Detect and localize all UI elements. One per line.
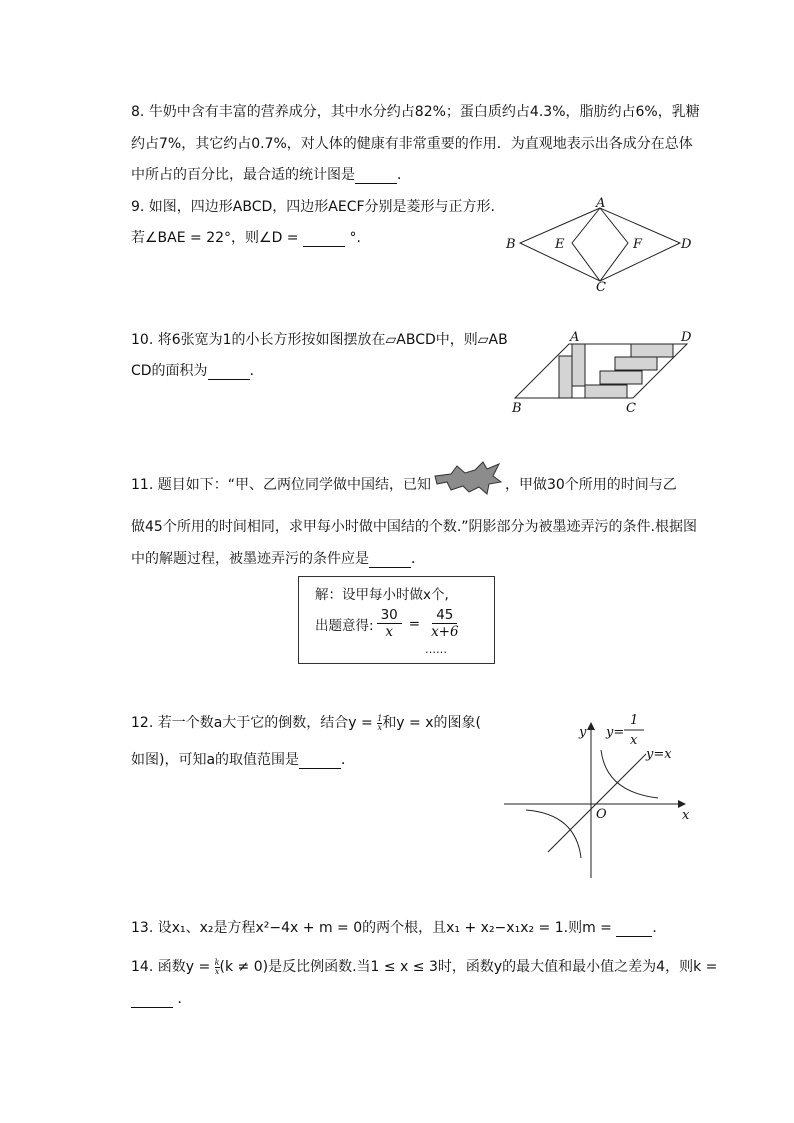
q11-fraction-right-num: 45 xyxy=(432,607,457,624)
q11-fraction-left-den: x xyxy=(385,624,393,640)
q10-rect-horizontal-4 xyxy=(585,385,627,398)
q12-line-y-equals-x xyxy=(548,754,646,852)
q12-hyperbola-label-num: 1 xyxy=(630,713,639,728)
q12-hyperbola-branch-2 xyxy=(526,810,581,858)
q8-line-2: 约占7%，其它约占0.7%，对人体的健康有非常重要的作用．为直观地表示出各成分在总体 xyxy=(131,136,693,152)
q12-y-axis-label: y xyxy=(579,725,587,740)
q11-answer-blank[interactable] xyxy=(369,553,411,568)
q9-line-2-text: 若∠BAE = 22°，则∠D = xyxy=(131,230,303,246)
q12-line-1-text: 12. 若一个数a大于它的倒数，结合y = xyxy=(131,715,378,731)
q12-x-axis-label: x xyxy=(682,808,690,823)
q8-line-1: 8. 牛奶中含有丰富的营养成分，其中水分约占82%；蛋白质约占4.3%，脂肪约占6%，乳糖 xyxy=(131,104,700,120)
q13-line-1-end: ． xyxy=(652,920,667,936)
q10-label-a: A xyxy=(570,330,580,345)
q11-line-3-end: ． xyxy=(411,551,425,567)
q10-line-1: 10. 将6张宽为1的小长方形按如图摆放在▱ABCD中，则▱AB xyxy=(131,332,508,348)
q11-solution-box xyxy=(298,576,495,664)
q11-line-3-text: 中的解题过程，被墨迹弄污的条件应是 xyxy=(131,551,369,567)
q11-fraction-left xyxy=(377,607,402,640)
q11-line-1-text: 11. 题目如下：“甲、乙两位同学做中国结，已知 xyxy=(131,477,431,493)
q12-inline-fraction-den: x xyxy=(377,722,383,732)
q8-answer-blank[interactable] xyxy=(355,169,397,184)
q9-line-2-end: °. xyxy=(345,230,361,246)
q11-solution-line-1: 解：设甲每小时做x个, xyxy=(315,587,449,603)
q8-line-3-end: ． xyxy=(397,167,411,183)
q9-label-c: C xyxy=(596,280,606,292)
q12-hyperbola-label-prefix: y= xyxy=(606,725,625,740)
q14-line-1 xyxy=(131,958,717,976)
q9-rhombus xyxy=(520,208,680,281)
q11-line-3 xyxy=(131,550,425,568)
q10-rect-horizontal-2 xyxy=(615,357,657,370)
ink-blot-icon xyxy=(433,460,503,498)
q14-inline-fraction-den: x xyxy=(214,966,220,976)
q9-label-e: E xyxy=(555,237,565,252)
q11-solution-ellipsis: …… xyxy=(425,643,447,656)
q13-line-1 xyxy=(131,919,666,937)
q10-line-2-end: ． xyxy=(249,363,264,379)
q12-hyperbola-label-den: x xyxy=(630,733,638,748)
q9-label-f: F xyxy=(633,237,643,252)
q11-fraction-right xyxy=(427,607,463,640)
q8-line-3-text: 中所占的百分比，最合适的统计图是 xyxy=(131,167,355,183)
q12-line-label: y=x xyxy=(646,747,672,762)
q9-label-b: B xyxy=(506,237,516,252)
q10-line-2-text: CD的面积为 xyxy=(131,363,208,379)
q9-label-d: D xyxy=(681,237,692,252)
q10-line-2 xyxy=(131,362,264,380)
q12-x-axis-arrow xyxy=(678,800,686,808)
q11-line-2: 做45个所用的时间相同，求甲每小时做中国结的个数.”阴影部分为被墨迹弄污的条件.根据图 xyxy=(131,519,697,535)
q10-answer-blank[interactable] xyxy=(208,365,250,380)
q11-line-1 xyxy=(131,472,677,498)
q10-parallelogram-figure xyxy=(505,328,705,416)
q9-square xyxy=(572,208,628,281)
q11-fraction-left-num: 30 xyxy=(377,607,402,624)
q12-line-2-text: 如图)，可知a的取值范围是 xyxy=(131,752,300,768)
q14-line-2-end: ． xyxy=(173,991,192,1007)
q8-line-3 xyxy=(131,166,411,184)
q14-line-2 xyxy=(131,990,191,1008)
q14-line-1-text: 14. 函数y = xyxy=(131,959,215,975)
q12-line-1 xyxy=(131,714,481,732)
q13-line-1-text: 13. 设x₁、x₂是方程x²−4x + m = 0的两个根，且x₁ + x₂−x₁x₂ = 1.则m = xyxy=(131,920,617,936)
q13-answer-blank[interactable] xyxy=(616,922,652,937)
q12-y-axis-arrow xyxy=(587,722,595,730)
q10-rect-horizontal-3 xyxy=(600,371,642,384)
q10-rect-horizontal-1 xyxy=(631,344,673,357)
q9-line-1: 9. 如图，四边形ABCD，四边形AECF分别是菱形与正方形. xyxy=(131,199,495,215)
q12-origin-label: O xyxy=(596,807,607,822)
q10-label-c: C xyxy=(626,401,636,416)
q9-rhombus-figure xyxy=(500,196,700,292)
q14-answer-blank[interactable] xyxy=(131,993,173,1008)
q10-rect-vertical-1 xyxy=(559,356,572,398)
q11-equals-sign: = xyxy=(408,615,421,632)
q11-solution-equation xyxy=(315,607,466,640)
q11-solution-label: 出题意得: xyxy=(315,617,374,634)
q14-inline-fraction-num: k xyxy=(214,957,220,967)
q10-label-b: B xyxy=(512,401,522,416)
q11-line-1-end: ，甲做30个所用的时间与乙 xyxy=(504,477,677,493)
q14-line-1-end: (k ≠ 0)是反比例函数.当1 ≤ x ≤ 3时，函数y的最大值和最小值之差为4，则k = xyxy=(219,959,718,975)
q9-line-2 xyxy=(131,229,361,247)
q10-label-d: D xyxy=(681,330,692,345)
q12-answer-blank[interactable] xyxy=(299,754,341,769)
q12-line-2 xyxy=(131,751,355,769)
q12-line-1-end: 和y = x的图象( xyxy=(382,715,481,731)
q12-inline-fraction-num: 1 xyxy=(377,713,383,723)
q11-fraction-right-den: x+6 xyxy=(431,624,459,640)
q12-function-graph xyxy=(500,712,700,882)
q9-label-a: A xyxy=(596,196,606,211)
q9-answer-blank[interactable] xyxy=(303,232,345,247)
q10-rect-vertical-2 xyxy=(572,344,585,386)
q12-line-2-end: ． xyxy=(341,752,356,768)
